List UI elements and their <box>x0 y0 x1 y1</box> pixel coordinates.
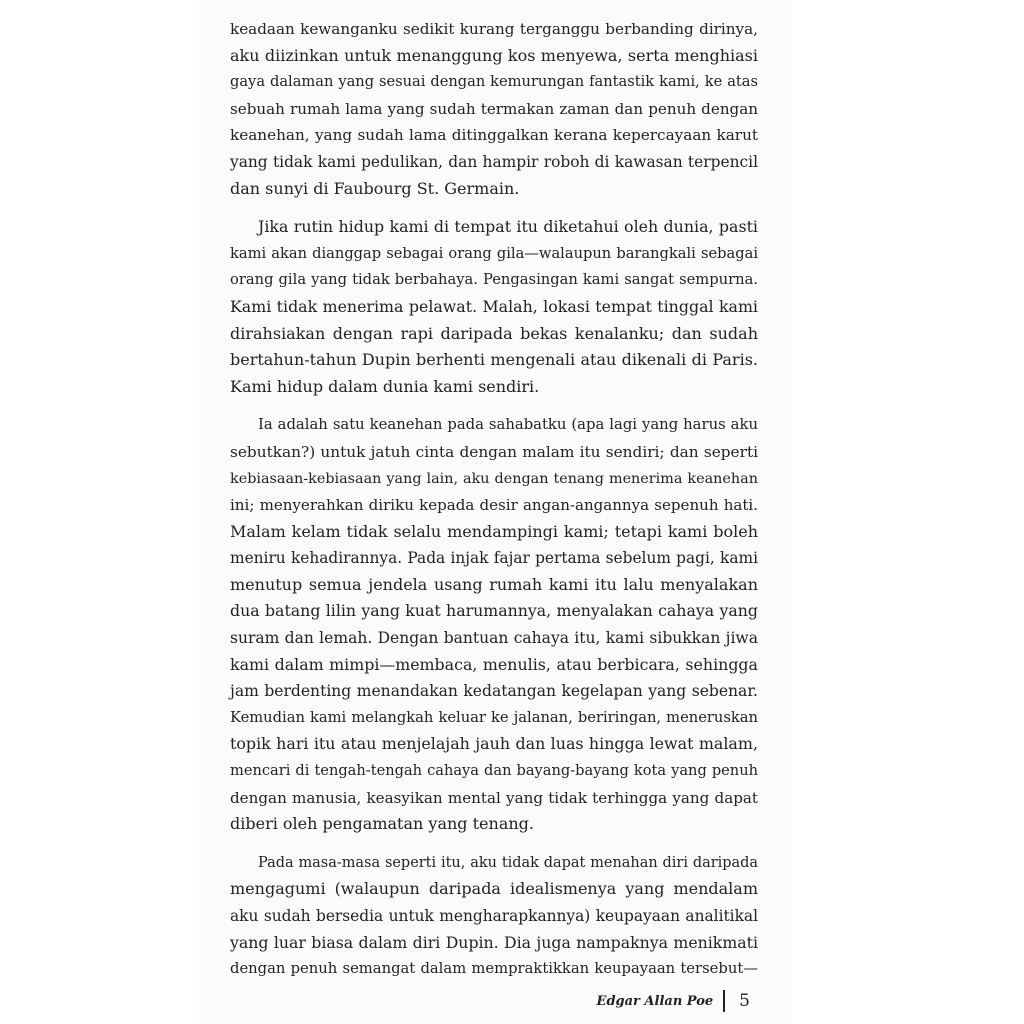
text-line: diberi oleh pengamatan yang tenang. <box>230 814 534 834</box>
footer-divider <box>723 990 725 1012</box>
text-line: bertahun-tahun Dupin berhenti mengenali atau dikenali di Paris. <box>230 350 758 370</box>
text-line: meniru kehadirannya. Pada injak fajar pertama sebelum pagi, kami <box>230 549 758 568</box>
text-line: menutup semua jendela usang rumah kami itu lalu menyalakan <box>230 574 758 594</box>
text-line: Kami tidak menerima pelawat. Malah, lokasi tempat tinggal kami <box>230 296 758 316</box>
paragraph-4 <box>230 850 758 983</box>
text-line: keanehan, yang sudah lama ditinggalkan kerana kepercayaan karut <box>230 126 758 145</box>
text-line: Kami hidup dalam dunia kami sendiri. <box>230 376 540 396</box>
text-line: Ia adalah satu keanehan pada sahabatku (apa lagi yang harus aku <box>258 416 758 434</box>
text-line: orang gila yang tidak berbahaya. Pengasingan kami sangat sempurna. <box>230 271 758 289</box>
text-line: Malam kelam tidak selalu mendampingi kami; tetapi kami boleh <box>230 521 758 541</box>
text-line: yang luar biasa dalam diri Dupin. Dia juga nampaknya menikmati <box>230 932 758 952</box>
text-line: sebuah rumah lama yang sudah termakan zaman dan penuh dengan <box>230 99 758 118</box>
text-line: mengagumi (walaupun daripada idealismenya yang mendalam <box>230 879 758 899</box>
text-line: topik hari itu atau menjelajah jauh dan luas hingga lewat malam, <box>230 734 758 754</box>
text-line: Jika rutin hidup kami di tempat itu diketahui oleh dunia, pasti <box>258 217 758 237</box>
text-line: dua batang lilin yang kuat harumannya, menyalakan cahaya yang <box>230 601 758 621</box>
body-text <box>230 16 758 995</box>
page-footer <box>597 990 750 1012</box>
text-line: kami dalam mimpi—membaca, menulis, atau berbicara, sehingga <box>230 654 758 674</box>
text-line: kami akan dianggap sebagai orang gila—walaupun barangkali sebagai <box>230 244 758 262</box>
text-line: aku diizinkan untuk menanggung kos menyewa, serta menghiasi <box>230 45 758 65</box>
paragraph-1 <box>230 16 758 202</box>
text-line: sebutkan?) untuk jatuh cinta dengan malam itu sendiri; dan seperti <box>230 442 758 461</box>
text-line: dengan penuh semangat dalam mempraktikkan keupayaan tersebut— <box>230 960 758 978</box>
text-line: dengan manusia, keasyikan mental yang tidak terhingga yang dapat <box>230 788 758 807</box>
text-line: Pada masa-masa seperti itu, aku tidak dapat menahan diri daripada <box>258 854 758 871</box>
text-line: ini; menyerahkan diriku kepada desir angan-angannya sepenuh hati. <box>230 496 758 515</box>
paragraph-2 <box>230 214 758 400</box>
book-page <box>200 0 790 1024</box>
text-line: aku sudah bersedia untuk mengharapkannya) keupayaan analitikal <box>230 907 758 925</box>
text-line: Kemudian kami melangkah keluar ke jalanan, beriringan, meneruskan <box>230 708 758 726</box>
text-line: mencari di tengah-tengah cahaya dan bayang-bayang kota yang penuh <box>230 762 758 780</box>
paragraph-3 <box>230 412 758 838</box>
text-line: kebiasaan-kebiasaan yang lain, aku dengan tenang menerima keanehan <box>230 470 758 487</box>
text-line: dan sunyi di Faubourg St. Germain. <box>230 178 520 198</box>
text-line: keadaan kewanganku sedikit kurang terganggu berbanding dirinya, <box>230 20 758 38</box>
text-line: suram dan lemah. Dengan bantuan cahaya itu, kami sibukkan jiwa <box>230 629 758 648</box>
text-line: yang tidak kami pedulikan, dan hampir roboh di kawasan terpencil <box>230 152 758 171</box>
text-line: jam berdenting menandakan kedatangan kegelapan yang sebenar. <box>230 682 758 701</box>
page-number: 5 <box>739 991 750 1011</box>
text-line: gaya dalaman yang sesuai dengan kemurungan fantastik kami, ke atas <box>230 73 758 91</box>
running-footer-author: Edgar Allan Poe <box>596 993 714 1009</box>
text-line: dirahsiakan dengan rapi daripada bekas kenalanku; dan sudah <box>230 323 758 343</box>
